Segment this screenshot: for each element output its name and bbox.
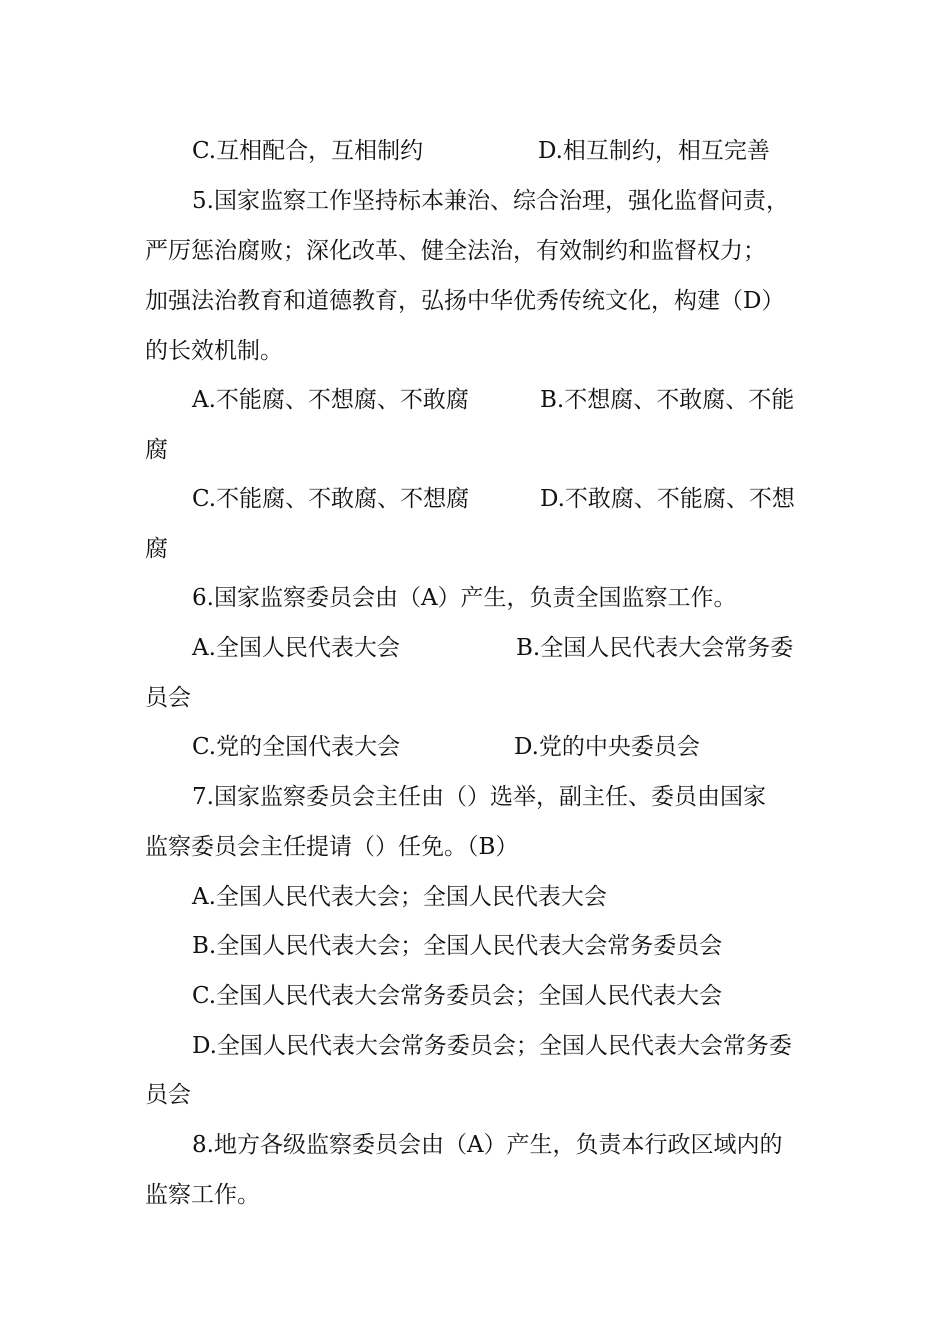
q6-option-b-wrap: 员会 [145,685,191,711]
q7-option-b: B.全国人民代表大会；全国人民代表大会常务委员会 [192,933,723,959]
q7-option-c: C.全国人民代表大会常务委员会；全国人民代表大会 [192,983,723,1009]
q6-option-a: A.全国人民代表大会 [192,635,400,661]
q5-stem-line3: 加强法治教育和道德教育，弘扬中华优秀传统文化，构建（D） [145,288,785,314]
q5-option-d: D.不敢腐、不能腐、不想 [540,486,795,512]
q6-option-b: B.全国人民代表大会常务委 [516,635,794,661]
q7-option-d: D.全国人民代表大会常务委员会；全国人民代表大会常务委 [192,1033,792,1059]
q6-option-c: C.党的全国代表大会 [192,734,401,760]
q4-option-d: D.相互制约，相互完善 [538,138,770,164]
q5-option-b: B.不想腐、不敢腐、不能 [540,387,795,413]
q5-option-a: A.不能腐、不想腐、不敢腐 [192,387,469,413]
q7-option-a: A.全国人民代表大会；全国人民代表大会 [192,884,607,910]
q7-option-d-wrap: 员会 [145,1082,191,1108]
q6-option-d: D.党的中央委员会 [514,734,700,760]
q5-stem-line4: 的长效机制。 [145,338,283,364]
q5-stem-line1: 5.国家监察工作坚持标本兼治、综合治理，强化监督问责， [192,188,789,214]
q4-option-c: C.互相配合，互相制约 [192,138,424,164]
q7-stem-line1: 7.国家监察委员会主任由（）选举，副主任、委员由国家 [192,784,766,810]
q5-option-d-wrap: 腐 [145,536,168,562]
q5-option-b-wrap: 腐 [145,437,168,463]
q8-stem-line1: 8.地方各级监察委员会由（A）产生，负责本行政区域内的 [192,1132,783,1158]
q6-stem: 6.国家监察委员会由（A）产生，负责全国监察工作。 [192,585,737,611]
q5-option-c: C.不能腐、不敢腐、不想腐 [192,486,470,512]
q8-stem-line2: 监察工作。 [145,1182,260,1208]
q7-stem-line2: 监察委员会主任提请（）任免。（B） [145,834,519,860]
q5-stem-line2: 严厉惩治腐败；深化改革、健全法治，有效制约和监督权力； [145,238,766,264]
